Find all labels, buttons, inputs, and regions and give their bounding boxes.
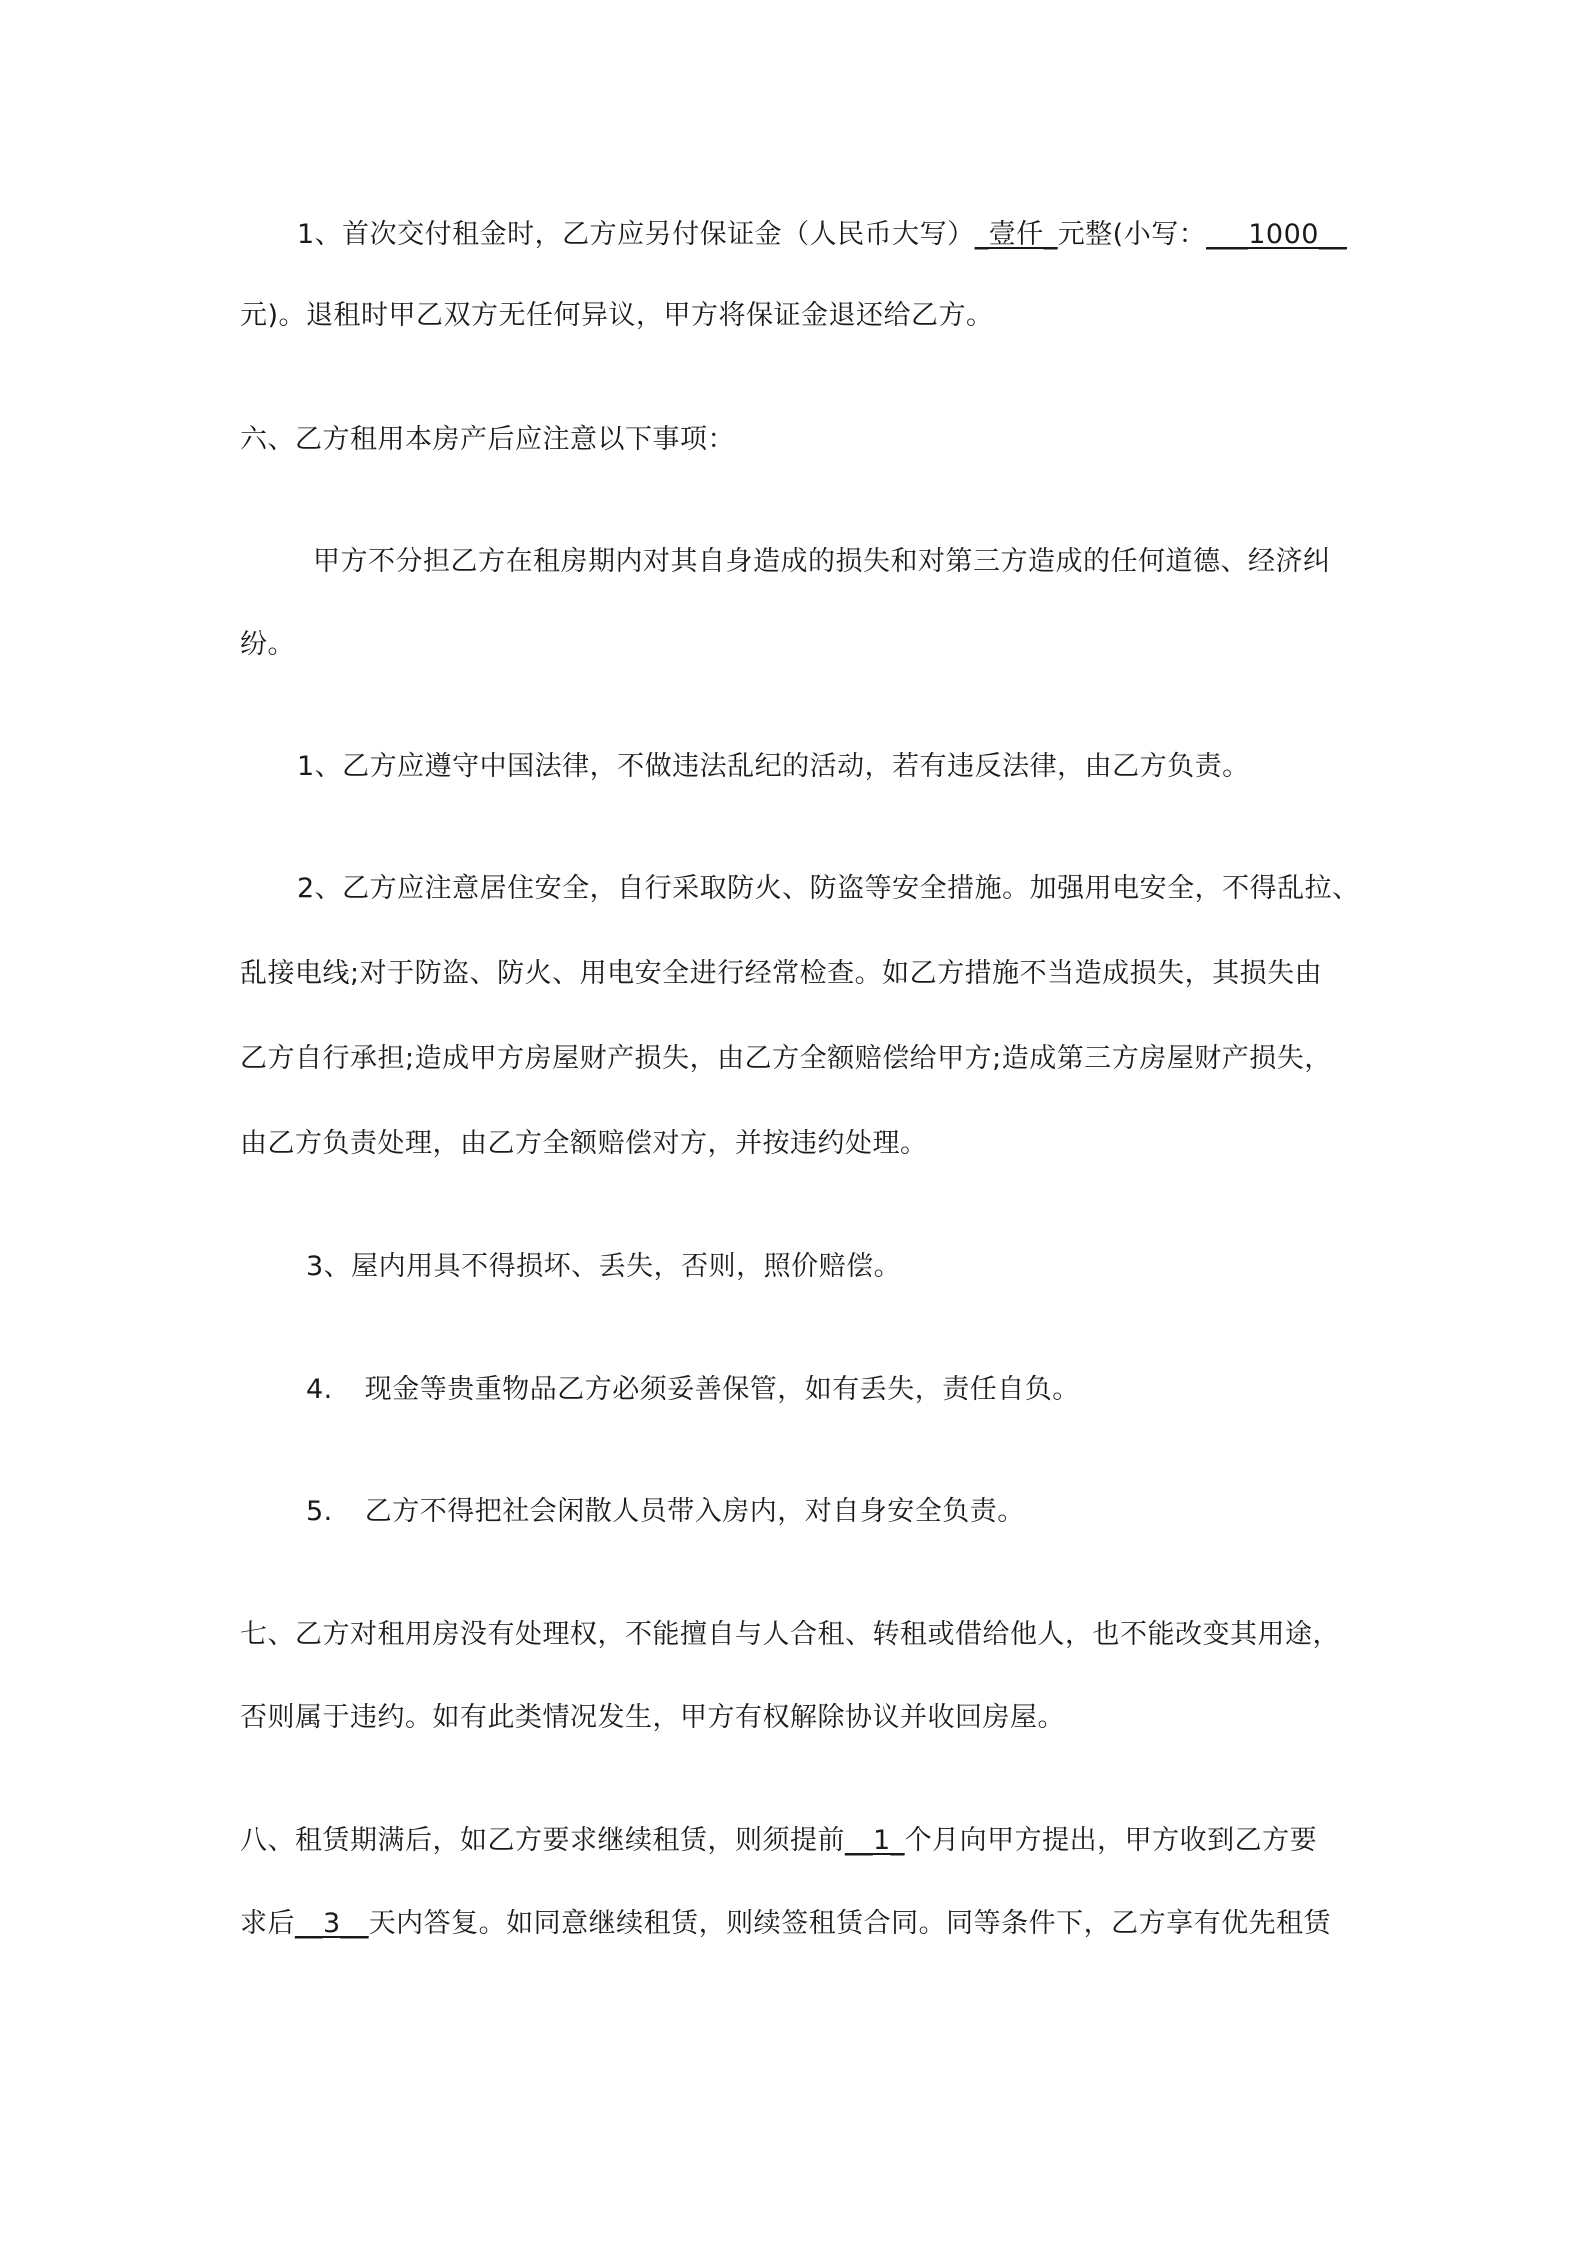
- section-6-intro-line-1: 甲方不分担乙方在租房期内对其自身造成的损失和对第三方造成的任何道德、经济纠: [313, 546, 1331, 577]
- section-6-item-5: [306, 1492, 1025, 1532]
- section-6-item-1: 1、乙方应遵守中国法律，不做违法乱纪的活动，若有违反法律，由乙方负责。: [297, 751, 1250, 782]
- section-8-line-2-pre: 求后: [240, 1908, 295, 1939]
- section-6-item-2-line-4: 由乙方负责处理，由乙方全额赔偿对方，并按违约处理。: [240, 1128, 928, 1159]
- deposit-line-2: 元)。退租时甲乙双方无任何异议，甲方将保证金退还给乙方。: [240, 300, 994, 331]
- item-5-number: 5.: [306, 1496, 333, 1527]
- item-4-text: 现金等贵重物品乙方必须妥善保管，如有丢失，责任自负。: [364, 1374, 1080, 1405]
- deposit-line-1: [297, 215, 1347, 255]
- section-7-line-2: 否则属于违约。如有此类情况发生，甲方有权解除协议并收回房屋。: [240, 1702, 1065, 1733]
- deposit-text-pre: 1、首次交付租金时，乙方应另付保证金（人民币大写）: [297, 219, 975, 250]
- reply-days: __3__: [295, 1908, 369, 1939]
- section-6-item-4: [306, 1370, 1080, 1410]
- section-6-item-2-line-2: 乱接电线;对于防盗、防火、用电安全进行经常检查。如乙方措施不当造成损失，其损失由: [240, 958, 1323, 989]
- section-8-text-pre: 八、租赁期满后，如乙方要求继续租赁，则须提前: [240, 1825, 845, 1856]
- section-6-intro-line-2: 纷。: [240, 629, 295, 660]
- section-6-heading: 六、乙方租用本房产后应注意以下事项：: [240, 424, 735, 455]
- section-6-item-2-line-1: 2、乙方应注意居住安全，自行采取防火、防盗等安全措施。加强用电安全，不得乱拉、: [297, 873, 1360, 904]
- section-8-line-2-post: 天内答复。如同意继续租赁，则续签租赁合同。同等条件下，乙方享有优先租赁: [368, 1908, 1332, 1939]
- renewal-notice-months: __1_: [845, 1825, 905, 1856]
- section-8-text-post: 个月向甲方提出，甲方收到乙方要: [904, 1825, 1318, 1856]
- section-6-item-2-line-3: 乙方自行承担;造成甲方房屋财产损失，由乙方全额赔偿给甲方;造成第三方房屋财产损失，: [240, 1043, 1332, 1074]
- deposit-amount-upper: _壹仟_: [974, 219, 1058, 250]
- section-8-line-1: [240, 1821, 1317, 1861]
- section-7-line-1: 七、乙方对租用房没有处理权，不能擅自与人合租、转租或借给他人，也不能改变其用途，: [240, 1619, 1340, 1650]
- deposit-text-mid: 元整(小写：: [1057, 219, 1207, 250]
- deposit-amount-lower: ___1000__: [1206, 219, 1347, 250]
- item-4-number: 4.: [306, 1374, 333, 1405]
- section-6-item-3: 3、屋内用具不得损坏、丢失，否则，照价赔偿。: [306, 1251, 902, 1282]
- section-8-line-2: [240, 1904, 1331, 1944]
- item-5-text: 乙方不得把社会闲散人员带入房内，对自身安全负责。: [364, 1496, 1025, 1527]
